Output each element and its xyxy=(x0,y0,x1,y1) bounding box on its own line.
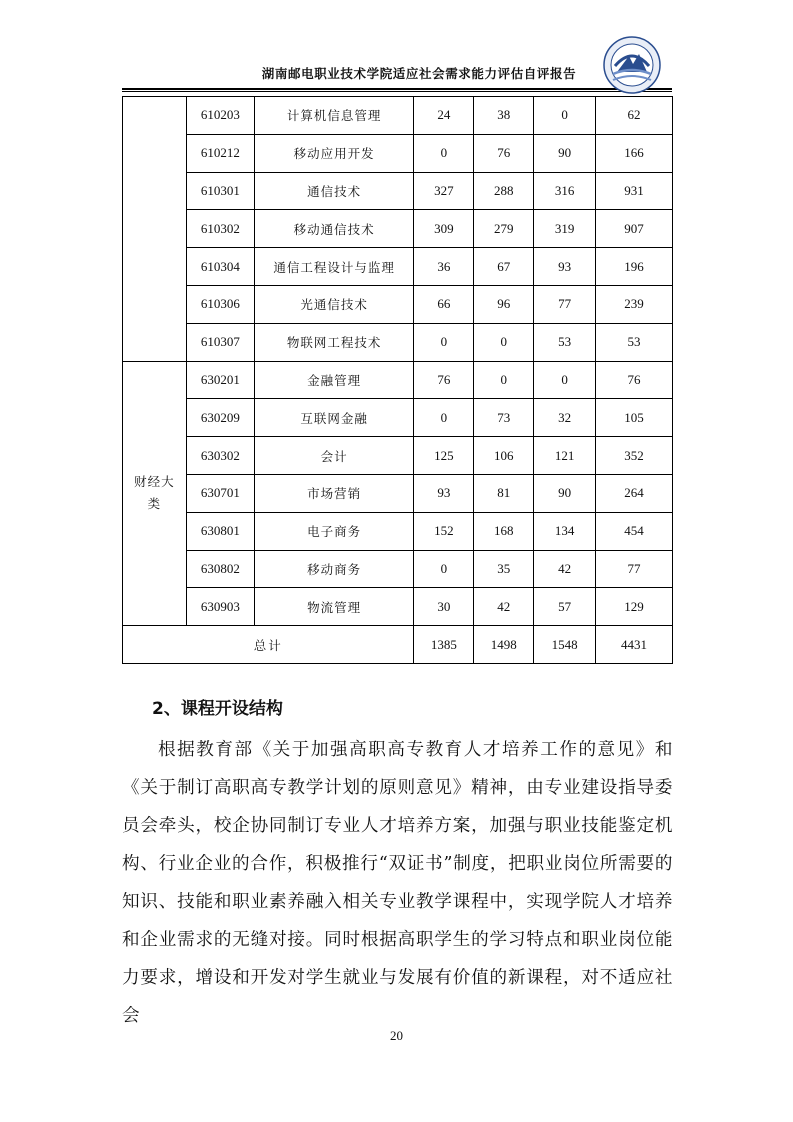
value-cell: 35 xyxy=(474,550,534,588)
major-name-cell: 移动应用开发 xyxy=(254,134,414,172)
table-row xyxy=(123,323,673,361)
category-cell xyxy=(123,97,187,362)
major-code-cell: 630701 xyxy=(186,474,254,512)
value-cell: 121 xyxy=(534,437,596,475)
total-cell: 76 xyxy=(596,361,673,399)
table-row xyxy=(123,437,673,475)
value-cell: 38 xyxy=(474,97,534,135)
table-row xyxy=(123,550,673,588)
value-cell: 30 xyxy=(414,588,474,626)
total-cell: 907 xyxy=(596,210,673,248)
major-code-cell: 630209 xyxy=(186,399,254,437)
table-row xyxy=(123,97,673,135)
value-cell: 67 xyxy=(474,248,534,286)
value-cell: 1548 xyxy=(534,626,596,664)
header-divider xyxy=(122,88,672,92)
major-code-cell: 630201 xyxy=(186,361,254,399)
value-cell: 66 xyxy=(414,285,474,323)
value-cell: 134 xyxy=(534,512,596,550)
table-row xyxy=(123,512,673,550)
value-cell: 152 xyxy=(414,512,474,550)
major-name-cell: 物流管理 xyxy=(254,588,414,626)
total-cell: 105 xyxy=(596,399,673,437)
total-cell: 4431 xyxy=(596,626,673,664)
major-name-cell: 市场营销 xyxy=(254,474,414,512)
value-cell: 36 xyxy=(414,248,474,286)
total-cell: 166 xyxy=(596,134,673,172)
page-number: 20 xyxy=(390,1028,403,1043)
total-label-cell: 总计 xyxy=(123,626,414,664)
major-name-cell: 通信技术 xyxy=(254,172,414,210)
major-name-cell: 物联网工程技术 xyxy=(254,323,414,361)
total-cell: 239 xyxy=(596,285,673,323)
value-cell: 309 xyxy=(414,210,474,248)
major-name-cell: 移动通信技术 xyxy=(254,210,414,248)
value-cell: 279 xyxy=(474,210,534,248)
major-code-cell: 610302 xyxy=(186,210,254,248)
table-row xyxy=(123,134,673,172)
table-row xyxy=(123,361,673,399)
table-row xyxy=(123,248,673,286)
table-row xyxy=(123,210,673,248)
major-code-cell: 610304 xyxy=(186,248,254,286)
value-cell: 1385 xyxy=(414,626,474,664)
major-code-cell: 610203 xyxy=(186,97,254,135)
value-cell: 90 xyxy=(534,134,596,172)
major-code-cell: 610307 xyxy=(186,323,254,361)
major-name-cell: 电子商务 xyxy=(254,512,414,550)
value-cell: 0 xyxy=(534,361,596,399)
value-cell: 42 xyxy=(534,550,596,588)
value-cell: 0 xyxy=(534,97,596,135)
value-cell: 0 xyxy=(414,323,474,361)
total-cell: 352 xyxy=(596,437,673,475)
report-title: 湖南邮电职业技术学院适应社会需求能力评估自评报告 xyxy=(261,66,577,81)
value-cell: 288 xyxy=(474,172,534,210)
value-cell: 24 xyxy=(414,97,474,135)
enrollment-table xyxy=(122,96,673,664)
table-row xyxy=(123,588,673,626)
table-row xyxy=(123,285,673,323)
value-cell: 81 xyxy=(474,474,534,512)
value-cell: 0 xyxy=(414,399,474,437)
major-code-cell: 610306 xyxy=(186,285,254,323)
major-code-cell: 630302 xyxy=(186,437,254,475)
major-name-cell: 通信工程设计与监理 xyxy=(254,248,414,286)
total-cell: 931 xyxy=(596,172,673,210)
section-heading: 2、课程开设结构 xyxy=(152,699,283,719)
category-cell xyxy=(123,361,187,626)
major-name-cell: 光通信技术 xyxy=(254,285,414,323)
total-cell: 264 xyxy=(596,474,673,512)
value-cell: 77 xyxy=(534,285,596,323)
major-code-cell: 630802 xyxy=(186,550,254,588)
total-cell: 129 xyxy=(596,588,673,626)
total-cell: 454 xyxy=(596,512,673,550)
body-paragraph xyxy=(122,731,673,1035)
value-cell: 93 xyxy=(534,248,596,286)
table-row xyxy=(123,172,673,210)
major-name-cell: 互联网金融 xyxy=(254,399,414,437)
total-cell: 77 xyxy=(596,550,673,588)
value-cell: 76 xyxy=(414,361,474,399)
major-code-cell: 630801 xyxy=(186,512,254,550)
value-cell: 93 xyxy=(414,474,474,512)
table-row xyxy=(123,474,673,512)
total-cell: 62 xyxy=(596,97,673,135)
total-row xyxy=(123,626,673,664)
table-row xyxy=(123,399,673,437)
value-cell: 125 xyxy=(414,437,474,475)
total-cell: 53 xyxy=(596,323,673,361)
value-cell: 168 xyxy=(474,512,534,550)
value-cell: 0 xyxy=(414,550,474,588)
value-cell: 32 xyxy=(534,399,596,437)
body-paragraph-text: 根据教育部《关于加强高职高专教育人才培养工作的意见》和《关于制订高职高专教学计划的原则意见》精神，由专业建设指导委员会牵头，校企协同制订专业人才培养方案，加强与职业技能鉴定机构、行业企业的合作，积极推行“双证书”制度，把职业岗位所需要的知识、技能和职业素养融入相关专业教学课程中，实现学院人才培养和企业需求的无缝对接。同时根据高职学生的学习特点和职业岗位能力要求，增设和开发对学生就业与发展有价值的新课程，对不适应社会 xyxy=(122,740,673,1026)
value-cell: 73 xyxy=(474,399,534,437)
page-header xyxy=(122,56,672,88)
value-cell: 327 xyxy=(414,172,474,210)
value-cell: 42 xyxy=(474,588,534,626)
value-cell: 319 xyxy=(534,210,596,248)
value-cell: 90 xyxy=(534,474,596,512)
value-cell: 1498 xyxy=(474,626,534,664)
value-cell: 106 xyxy=(474,437,534,475)
value-cell: 0 xyxy=(474,361,534,399)
value-cell: 53 xyxy=(534,323,596,361)
college-emblem-icon xyxy=(603,36,661,94)
major-name-cell: 金融管理 xyxy=(254,361,414,399)
category-text-line: 财经大 xyxy=(134,474,175,490)
major-name-cell: 会计 xyxy=(254,437,414,475)
major-code-cell: 610301 xyxy=(186,172,254,210)
value-cell: 0 xyxy=(474,323,534,361)
major-code-cell: 630903 xyxy=(186,588,254,626)
major-code-cell: 610212 xyxy=(186,134,254,172)
value-cell: 96 xyxy=(474,285,534,323)
value-cell: 316 xyxy=(534,172,596,210)
major-name-cell: 移动商务 xyxy=(254,550,414,588)
total-cell: 196 xyxy=(596,248,673,286)
value-cell: 76 xyxy=(474,134,534,172)
value-cell: 0 xyxy=(414,134,474,172)
major-name-cell: 计算机信息管理 xyxy=(254,97,414,135)
category-text-line: 类 xyxy=(147,496,162,512)
value-cell: 57 xyxy=(534,588,596,626)
